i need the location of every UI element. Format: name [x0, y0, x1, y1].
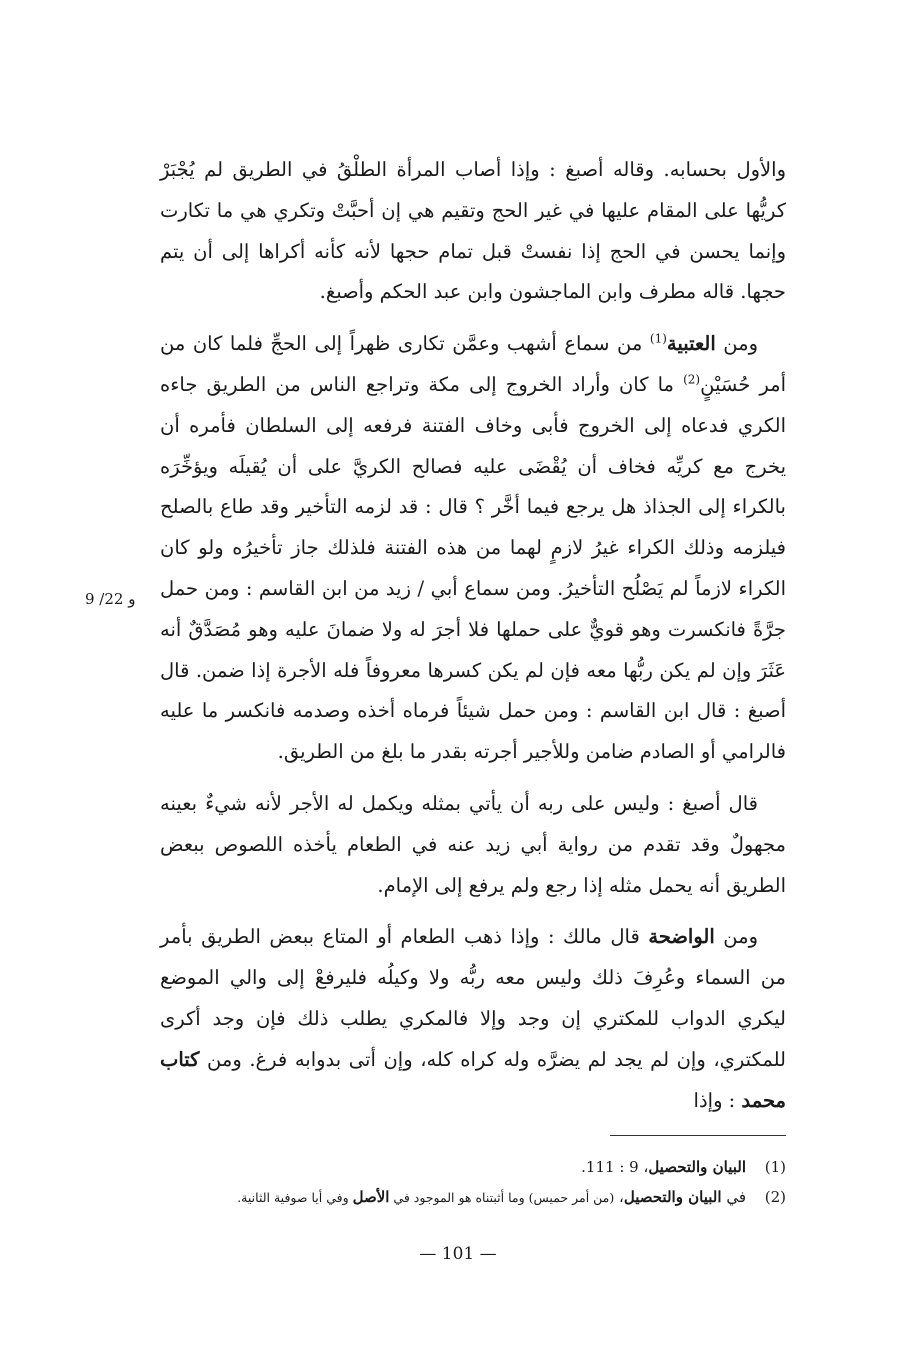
text-run: ومن	[714, 925, 758, 949]
footnote-divider	[610, 1135, 786, 1136]
bold-term: الأصل	[352, 1188, 390, 1206]
footnotes	[160, 1152, 786, 1213]
paragraph	[160, 917, 786, 1121]
manuscript-folio-reference: 9 /22 و	[85, 590, 136, 608]
footnote-text	[160, 1152, 746, 1182]
footnote-number: (2)	[764, 1188, 786, 1206]
text-run: قال مالك : وإذا ذهب الطعام أو المتاع ببعض الطريق بأمر من السماء وعُرِفَ ذلك وليس معه ربُّه ولا وكيلُه فليرفعْ إلى والي الموضع ليكري الدواب للمكتري إن وجد وإلا فالمكري يطلب ذلك فإن وجد أكرى للمكتري، وإن لم يجد لم يضرَّه وله كراه كله، وإن أتى بدوابه فرغ. ومن	[160, 925, 786, 1071]
text-run: في	[721, 1188, 746, 1206]
bold-term: البيان والتحصيل	[648, 1158, 746, 1176]
footnote-text	[160, 1182, 746, 1213]
footnote-marker: (2)	[683, 372, 701, 387]
footnote	[160, 1152, 786, 1182]
paragraph	[160, 784, 786, 906]
text-run: قال أصبغ : وليس على ربه أن يأتي بمثله ويكمل له الأجر لأنه شيءٌ بعينه مجهولٌ وقد تقدم من رواية أبي زيد عنه في الطعام يأخذه اللصوص ببعض الطريق أنه يحمل مثله إذا رجع ولم يرفع إلى الإمام.	[160, 791, 786, 897]
text-run: من سماع أشهب وعمَّن تكارى ظهراً إلى الحجِّ فلما كان من أمر حُسَيْنٍ	[160, 332, 786, 396]
footnote-marker: (1)	[649, 331, 667, 346]
footnote-number: (1)	[764, 1158, 786, 1176]
paragraph	[160, 324, 786, 773]
text-run: وفي أيا صوفية الثانية.	[237, 1190, 353, 1205]
footnote	[160, 1182, 786, 1213]
text-run: ما كان وأراد الخروج إلى مكة وتراجع الناس من الطريق جاءه الكري فدعاه إلى الخروج فأبى وخاف الفتنة فرفعه إلى السلطان فأمره أن يخرج مع كريِّه فخاف أن يُقْضَى عليه فصالح الكريَّ على أن يُقيلَه ويؤخِّرَه بالكراء إلى الجذاذ هل يرجع فيما أخَّر ؟ قال : قد لزمه التأخير وقد طاع بالصلح فيلزمه وذلك الكراء غيرُ لازمٍ لهما من هذه الفتنة فلذلك جاز تأخيرُه ولو كان الكراء لازماً لم يَصْلُح التأخيرُ. ومن سماع أبي / زيد من ابن القاسم : ومن حمل جرَّةً فانكسرت وهو قويٌّ على حملها فلا أجرَ له ولا ضمانَ عليه وهو مُصَدَّقٌ أنه عَثَرَ وإن لم يكن ربُّها معه فإن لم يكن كسرها معروفاً فله الأجرة إذا ضمن. قال أصبغ : قال ابن القاسم : ومن حمل شيئاً فرماه أخذه وصدمه فانكسر ما عليه فالرامي أو الصادم ضامن وللأجير أجرته بقدر ما بلغ من الطريق.	[160, 372, 786, 764]
text-run: ومن	[715, 332, 759, 356]
text-run: (من أمر حميس) وما أثبتناه هو الموجود في	[389, 1190, 615, 1205]
bold-term: البيان والتحصيل	[623, 1188, 722, 1206]
text-run: ، 9 : 111.	[581, 1158, 649, 1176]
bold-term: الواضحة	[648, 925, 715, 949]
text-run: والأول بحسابه. وقاله أصبغ : وإذا أصاب المرأة الطلْقُ في الطريق لم يُجْبَرْ كريُّها على المقام عليها في غير الحج وتقيم هي إن أحبَّتْ وتكري هي ما تكارت وإنما يحسن في الحج إذا نفستْ قبل تمام حجها لأنه كأنه أكراها إلى أن يتم حجها. قاله مطرف وابن الماجشون وابن عبد الحكم وأصبغ.	[160, 158, 786, 304]
page-number: — 101 —	[419, 1244, 497, 1264]
text-run: : وإذا	[693, 1088, 742, 1112]
main-text	[160, 150, 786, 1121]
bold-term: العتبية	[666, 332, 716, 356]
paragraph	[160, 150, 786, 313]
text-run: ،	[614, 1188, 624, 1206]
bold-term: كتاب محمد	[160, 1047, 786, 1112]
